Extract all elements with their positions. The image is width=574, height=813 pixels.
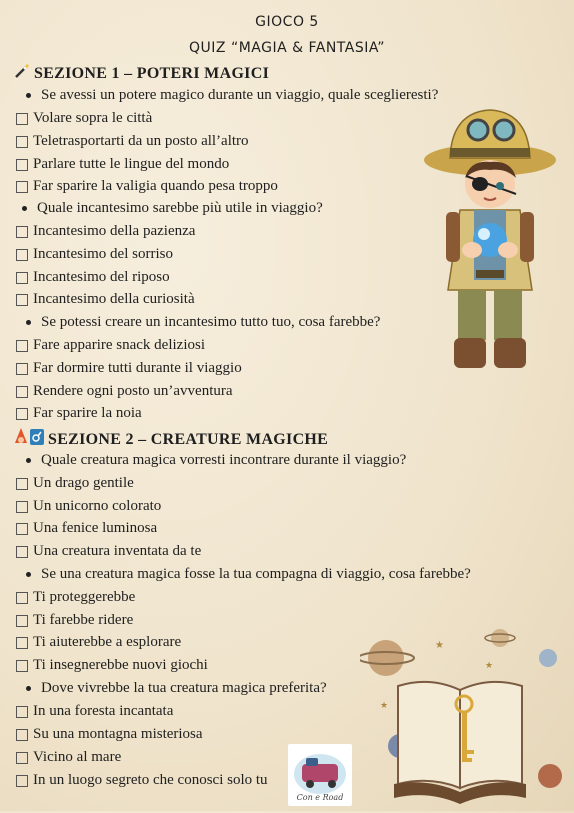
brand-logo (288, 744, 352, 806)
option-row[interactable]: Far dormire tutti durante il viaggio (16, 360, 242, 377)
explorer-child-illustration (420, 100, 560, 385)
checkbox[interactable] (16, 249, 28, 261)
checkbox[interactable] (16, 294, 28, 306)
checkbox[interactable] (16, 408, 28, 420)
option-row[interactable]: Una creatura inventata da te (16, 543, 201, 560)
checkbox[interactable] (16, 340, 28, 352)
question: Se potessi creare un incantesimo tutto tuo, cosa farebbe? (26, 314, 380, 331)
option-row[interactable]: Incantesimo del riposo (16, 269, 170, 286)
checkbox[interactable] (16, 637, 28, 649)
checkbox[interactable] (16, 159, 28, 171)
option-row[interactable]: Far sparire la noia (16, 405, 142, 422)
section-title: SEZIONE 2 – CREATURE MAGICHE (48, 430, 329, 448)
option-row[interactable]: Far sparire la valigia quando pesa troppo (16, 178, 278, 195)
checkbox[interactable] (16, 181, 28, 193)
svg-text:★: ★ (435, 640, 444, 651)
option-row[interactable]: Fare apparire snack deliziosi (16, 337, 205, 354)
checkbox[interactable] (16, 501, 28, 513)
option-row[interactable]: Volare sopra le città (16, 110, 152, 127)
option-row[interactable]: Incantesimo della pazienza (16, 223, 195, 240)
option-row[interactable]: Vicino al mare (16, 749, 121, 766)
checkbox[interactable] (16, 478, 28, 490)
option-row[interactable]: Ti insegnerebbe nuovi giochi (16, 657, 208, 674)
checkbox[interactable] (16, 113, 28, 125)
checkbox[interactable] (16, 660, 28, 672)
checkbox[interactable] (16, 272, 28, 284)
option-row[interactable]: In una foresta incantata (16, 703, 173, 720)
option-row[interactable]: Incantesimo della curiosità (16, 291, 195, 308)
section-1-heading (14, 63, 269, 84)
checkbox[interactable] (16, 592, 28, 604)
checkbox[interactable] (16, 615, 28, 627)
magic-wand-icon (14, 63, 30, 84)
checkbox[interactable] (16, 226, 28, 238)
logo-text: Con e Road (296, 793, 344, 802)
checkbox[interactable] (16, 729, 28, 741)
section-2-heading (14, 428, 328, 451)
game-number: GIOCO 5 (255, 14, 319, 30)
question: Se una creatura magica fosse la tua compagna di viaggio, cosa farebbe? (26, 566, 471, 583)
magic-book-illustration (360, 628, 570, 813)
question: Quale creatura magica vorresti incontrare durante il viaggio? (26, 452, 406, 469)
option-row[interactable]: Incantesimo del sorriso (16, 246, 173, 263)
option-row[interactable]: Una fenice luminosa (16, 520, 157, 537)
question: Se avessi un potere magico durante un viaggio, quale sceglieresti? (26, 87, 438, 104)
option-row[interactable]: Ti proteggerebbe (16, 589, 135, 606)
svg-text:★: ★ (485, 660, 494, 670)
question: Quale incantesimo sarebbe più utile in viaggio? (22, 200, 323, 217)
option-row[interactable]: Ti aiuterebbe a esplorare (16, 634, 181, 651)
checkbox[interactable] (16, 546, 28, 558)
checkbox[interactable] (16, 363, 28, 375)
wizard-icon (14, 428, 44, 451)
checkbox[interactable] (16, 136, 28, 148)
checkbox[interactable] (16, 386, 28, 398)
option-row[interactable]: In un luogo segreto che conosci solo tu (16, 772, 268, 789)
checkbox[interactable] (16, 523, 28, 535)
option-row[interactable]: Ti farebbe ridere (16, 612, 133, 629)
option-row[interactable]: Un drago gentile (16, 475, 134, 492)
option-row[interactable]: Parlare tutte le lingue del mondo (16, 156, 229, 173)
question: Dove vivrebbe la tua creatura magica preferita? (26, 680, 327, 697)
option-row[interactable]: Un unicorno colorato (16, 498, 161, 515)
checkbox[interactable] (16, 706, 28, 718)
svg-text:★: ★ (380, 700, 389, 710)
option-row[interactable]: Su una montagna misteriosa (16, 726, 203, 743)
checkbox[interactable] (16, 752, 28, 764)
option-row[interactable]: Rendere ogni posto un’avventura (16, 383, 233, 400)
checkbox[interactable] (16, 775, 28, 787)
section-title: SEZIONE 1 – POTERI MAGICI (34, 64, 270, 82)
option-row[interactable]: Teletrasportarti da un posto all’altro (16, 133, 249, 150)
quiz-title: QUIZ “MAGIA & FANTASIA” (189, 40, 385, 56)
